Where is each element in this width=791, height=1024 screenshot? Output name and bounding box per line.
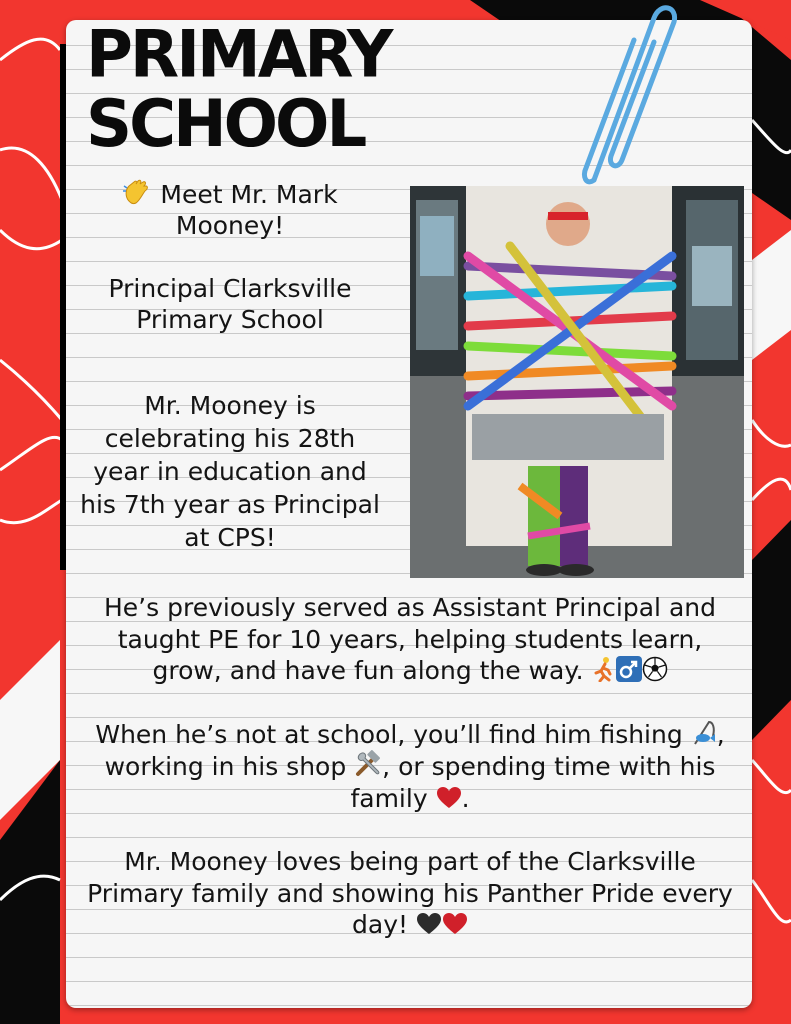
bio-paragraph-3-text: Mr. Mooney loves being part of the Clarksville Primary family and showing his Panther Pride every day! bbox=[87, 847, 733, 939]
bio-paragraph-1-text: He’s previously served as Assistant Principal and taught PE for 10 years, helping students learn, grow, and have fun along the way. bbox=[104, 593, 716, 685]
fishing-icon bbox=[691, 720, 717, 746]
page-title bbox=[86, 17, 391, 163]
soccer-ball-icon bbox=[642, 656, 668, 682]
title-line-2: SCHOOL bbox=[86, 86, 365, 163]
bio-paragraph-2-part-3: , or spending time with his family bbox=[350, 752, 716, 813]
role-text: Principal Clarksville Primary School bbox=[108, 274, 352, 334]
meet-line bbox=[78, 178, 382, 241]
bio-paragraph-2 bbox=[82, 719, 738, 815]
intro-section bbox=[78, 178, 382, 554]
bio-paragraph-2-part-4: . bbox=[461, 783, 470, 813]
celebrate-text: Mr. Mooney is celebrating his 28th year in education and his 7th year as Principal at CPS! bbox=[80, 391, 380, 552]
meet-text: Meet Mr. Mark Mooney! bbox=[160, 180, 338, 240]
red-heart-icon bbox=[442, 912, 468, 936]
male-sign-icon bbox=[616, 656, 642, 682]
bio-paragraph-2-part-2: , working in his shop bbox=[104, 719, 725, 781]
principal-taped-to-wall-photo bbox=[410, 186, 744, 578]
waving-hand-icon bbox=[122, 178, 152, 206]
bio-section bbox=[82, 592, 738, 941]
black-heart-icon bbox=[416, 912, 442, 936]
bio-paragraph-1 bbox=[82, 592, 738, 687]
red-heart-icon bbox=[436, 786, 462, 810]
title-line-1: PRIMARY bbox=[86, 17, 391, 94]
paperclip-icon bbox=[574, 0, 684, 190]
running-man-icon bbox=[592, 656, 616, 682]
photo-illustration bbox=[410, 186, 744, 578]
bio-paragraph-2-part-1: When he’s not at school, you’ll find him fishing bbox=[95, 719, 683, 749]
bio-paragraph-3 bbox=[82, 846, 738, 941]
tools-icon bbox=[354, 750, 382, 778]
